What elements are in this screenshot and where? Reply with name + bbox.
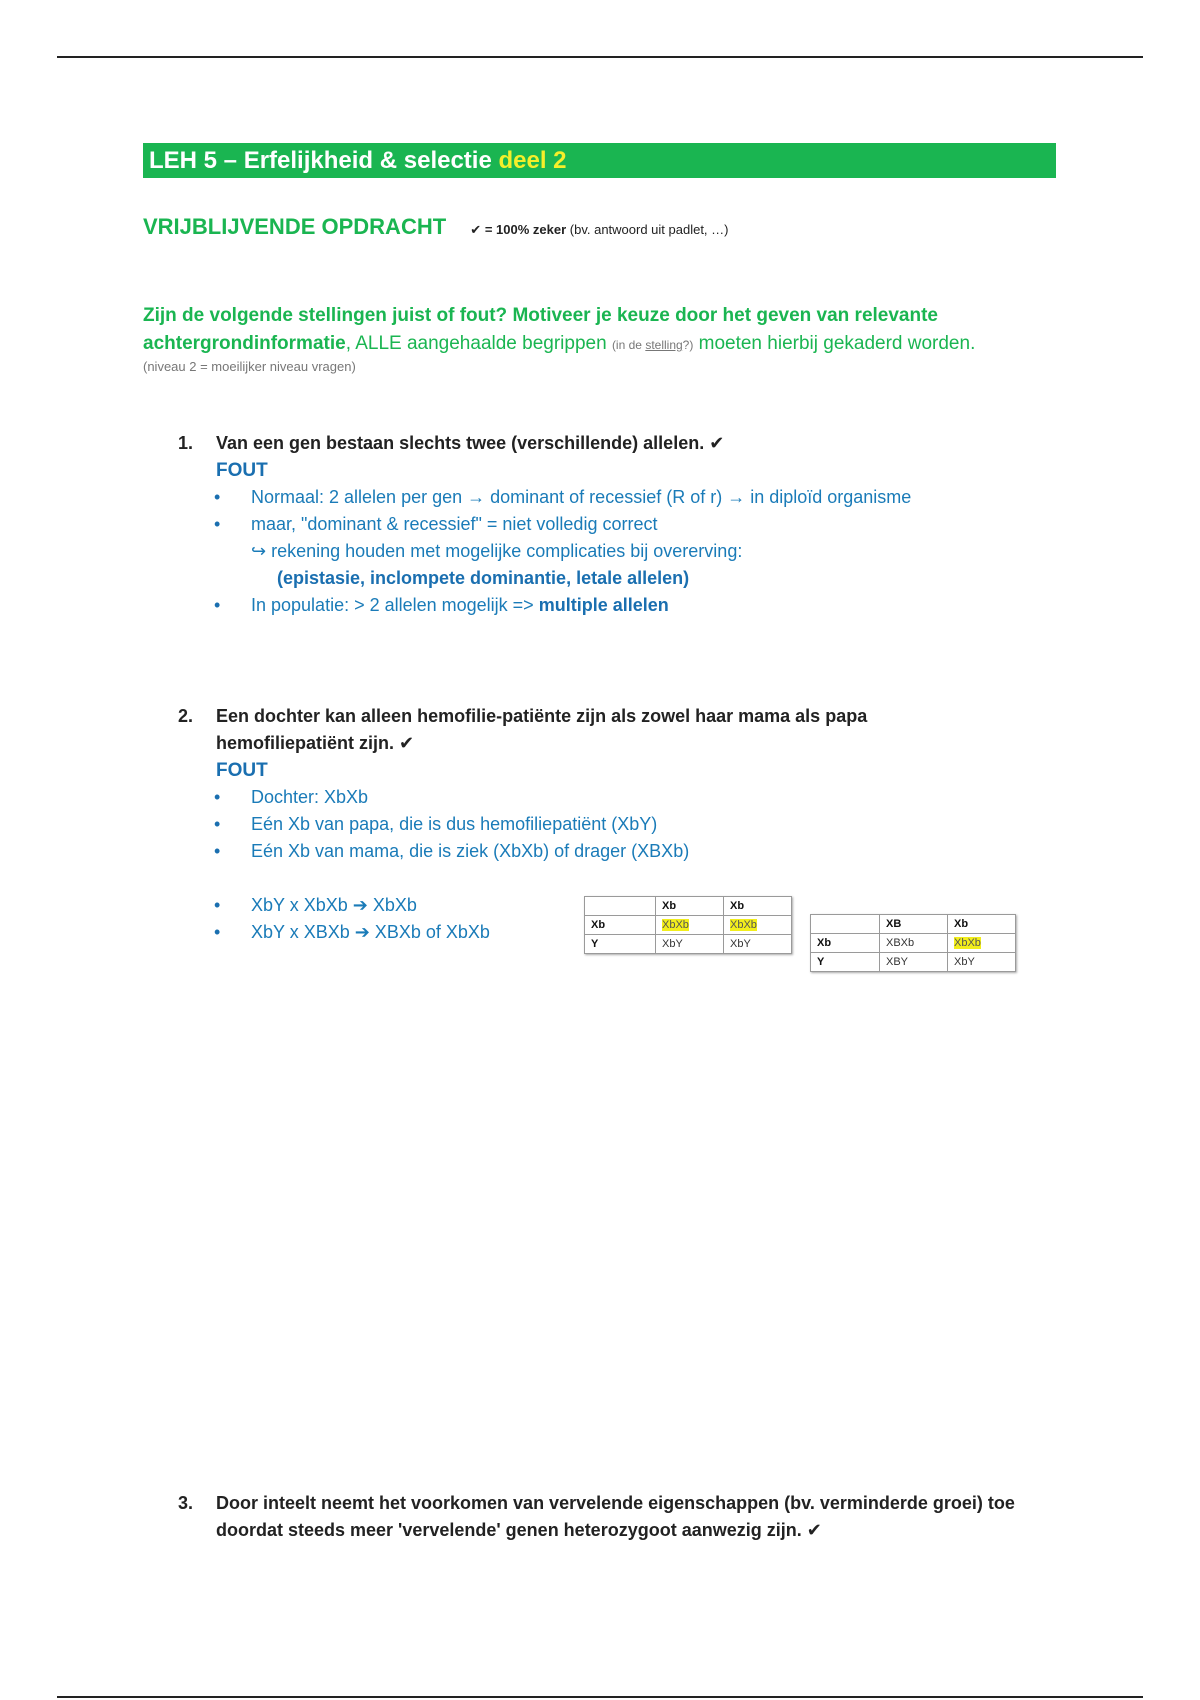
list-item: • XbY x XBXb ➔ XBXb of XbXb (214, 922, 490, 942)
col-header: Xb (656, 897, 724, 916)
cell: XbXb (656, 916, 724, 935)
col-header: Xb (724, 897, 792, 916)
answer-label: FOUT (216, 760, 268, 781)
cell: XbY (656, 935, 724, 954)
intro-part1: Zijn de volgende stellingen juist of fout? Motiveer je keuze door het geven van relevante (143, 305, 938, 326)
list-item: • Dochter: XbXb (214, 787, 369, 807)
legend-bold: = 100% zeker (484, 222, 567, 237)
question-3 (178, 1490, 1058, 1544)
cell: XbY (724, 935, 792, 954)
cell: XbXb (724, 916, 792, 935)
cell: XBY (880, 953, 948, 972)
punnett-square-2 (810, 914, 1016, 972)
title-main: LEH 5 – Erfelijkheid & selectie (149, 147, 492, 174)
section-heading (143, 214, 729, 240)
legend-note (470, 222, 728, 237)
page-title (143, 143, 1056, 178)
intro-part4: moeten hierbij gekaderd worden. (698, 333, 976, 354)
multiple-allelen: multiple allelen (538, 595, 669, 615)
list-item: • Eén Xb van papa, die is dus hemofiliepatiënt (XbY) (214, 814, 658, 834)
row-header: Y (585, 935, 656, 954)
question-text: Door inteelt neemt het voorkomen van vervelende eigenschappen (bv. verminderde groei) toe doordat steeds meer 'vervelende' genen heterozygoot aanwezig zijn. ✔ (216, 1493, 1015, 1540)
sub-line-bold: (epistasie, inclompete dominantie, letale allelen) (277, 568, 690, 588)
answer-label: FOUT (216, 460, 268, 481)
title-highlight: deel 2 (498, 147, 567, 174)
list-item: • Eén Xb van mama, die is ziek (XbXb) of drager (XBXb) (214, 841, 690, 861)
intro-small-note: (in de stelling?) (611, 338, 694, 352)
col-header: XB (880, 915, 948, 934)
list-item: • Normaal: 2 allelen per gen → dominant of recessief (R of r) → in diploïd organisme (214, 487, 912, 507)
question-text: Een dochter kan alleen hemofilie-patiënte zijn als zowel haar mama als papa hemofiliepatiënt zijn. ✔ (216, 706, 868, 753)
answer-bullets (178, 484, 1058, 538)
sub-line: ↪ rekening houden met mogelijke complicaties bij overerving: (251, 541, 743, 561)
punnett-square-1 (584, 896, 792, 954)
question-number: 1. (178, 433, 194, 453)
list-item: • maar, "dominant & recessief" = niet volledig correct (214, 514, 658, 534)
intro-part3: , ALLE aangehaalde begrippen (345, 333, 607, 354)
row-header: Xb (585, 916, 656, 935)
section-heading-label: VRIJBLIJVENDE OPDRACHT (143, 214, 447, 239)
instructions (143, 302, 1063, 375)
answer-bullets (178, 784, 1058, 865)
list-item: • XbY x XbXb ➔ XbXb (214, 895, 417, 915)
question-text: Van een gen bestaan slechts twee (verschillende) allelen. ✔ (216, 433, 725, 453)
intro-sub: (niveau 2 = moeilijker niveau vragen) (143, 359, 356, 374)
legend-rest: (bv. antwoord uit padlet, …) (569, 222, 729, 237)
col-header: Xb (948, 915, 1016, 934)
question-number: 2. (178, 706, 194, 726)
check-icon: ✔ (470, 222, 482, 237)
bottom-rule (57, 1696, 1143, 1698)
stelling-link: stelling (645, 338, 683, 352)
intro-part2: achtergrondinformatie (143, 333, 346, 354)
question-number: 3. (178, 1493, 194, 1513)
cell: XbXb (948, 934, 1016, 953)
list-item: • In populatie: > 2 allelen mogelijk => multiple allelen (214, 595, 669, 615)
row-header: Xb (811, 934, 880, 953)
top-rule (57, 56, 1143, 58)
cell: XbY (948, 953, 1016, 972)
cell: XBXb (880, 934, 948, 953)
question-1 (178, 430, 1058, 619)
row-header: Y (811, 953, 880, 972)
